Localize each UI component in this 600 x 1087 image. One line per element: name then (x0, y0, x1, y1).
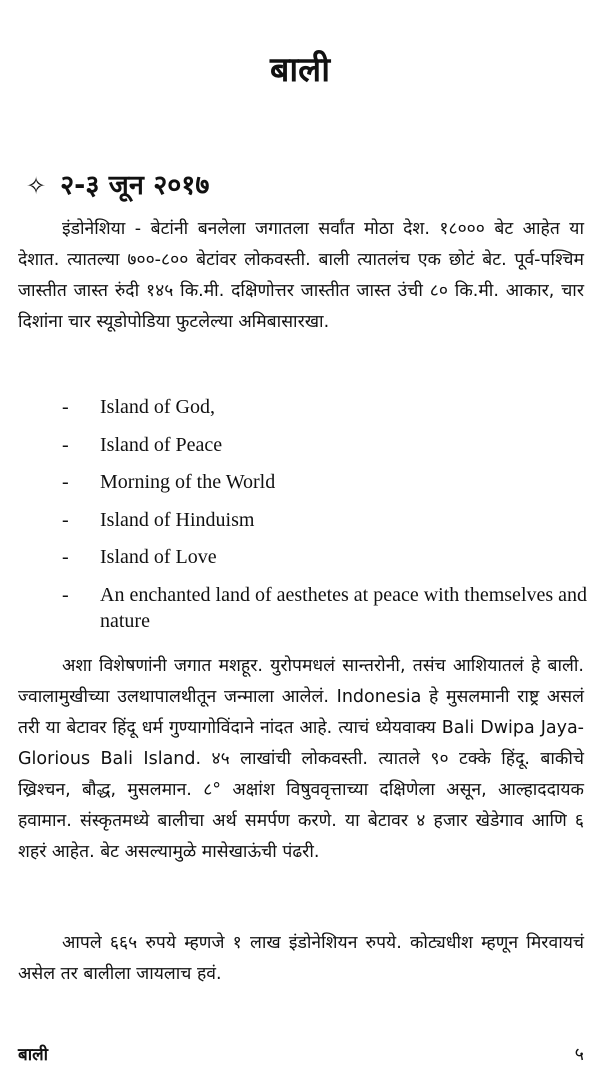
list-item-text: Island of Hinduism (100, 508, 255, 531)
list-item-text: Morning of the World (100, 471, 276, 493)
page-title: बाली (269, 50, 331, 90)
bullet-dash: - (62, 471, 69, 493)
bullet-dash: - (62, 508, 69, 531)
four-point-star-icon: ✧ (26, 172, 47, 200)
bullet-dash: - (62, 396, 69, 418)
date-heading (26, 166, 209, 206)
intro-paragraph: इंडोनेशिया - बेटांनी बनलेला जगातला सर्वांत मोठा देश. १८००० बेट आहेत या देशात. त्यातल्या ७००-८०० बेटांवर लोकवस्ती. बाली त्यातलंच एक छोटं बेट. पूर्व-पश्चिम जास्तीत जास्त रुंदी १४५ कि.मी. दक्षिणोत्तर जास्तीत जास्त उंची ८० कि.मी. आकार, चार दिशांना चार स्यूडोपोडिया फुटलेल्या अमिबासारखा. (18, 219, 584, 332)
description-paragraph: अशा विशेषणांनी जगात मशहूर. युरोपमधलं सान्तरोनी, तसंच आशियातलं हे बाली. ज्वालामुखीच्या उलथापालथीतून जन्माला आलेलं. Indonesia हे मुसलमानी राष्ट्र असलं तरी या बेटावर हिंदू धर्म गुण्यागोविंदाने नांदत आहे. त्याचं ध्येयवाक्य Bali Dwipa Jaya-Glorious Bali Island. ४५ लाखांची लोकवस्ती. त्यातले ९० टक्के हिंदू. बाकीचे ख्रिश्चन, बौद्ध, मुसलमान. ८° अक्षांश विषुववृत्ताच्या दक्षिणेला असून, आल्हाददायक हवामान. संस्कृतमध्ये बालीचा अर्थ समर्पण करणे. या बेटावर ४ हजार खेडेगाव आणि ६ शहरं आहेत. बेट असल्यामुळे मासेखाऊंची पंढरी. (18, 656, 584, 862)
list-item (62, 394, 592, 420)
list-item (62, 582, 592, 634)
list-item-text: Island of Love (100, 546, 217, 568)
list-item-text: Island of Peace (100, 433, 223, 456)
running-title: बाली (18, 1045, 49, 1065)
list-item (62, 544, 592, 570)
bullet-dash: - (62, 433, 69, 456)
currency-paragraph: आपले ६६५ रुपये म्हणजे १ लाख इंडोनेशियन रुपये. कोट्यधीश म्हणून मिरवायचं असेल तर बालीला जायलाच हवं. (18, 933, 584, 984)
list-item (62, 507, 592, 533)
page-number: ५ (574, 1044, 584, 1065)
list-item-text: Island of God, (100, 396, 215, 418)
list-item-text: An enchanted land of aesthetes at peace with themselves and nature (100, 583, 588, 632)
bullet-dash: - (62, 546, 69, 568)
date-heading-text: २-३ जून २०१७ (60, 170, 210, 201)
bullet-dash: - (62, 583, 69, 606)
epithet-list (62, 394, 592, 645)
list-item (62, 432, 592, 458)
list-item (62, 469, 592, 495)
